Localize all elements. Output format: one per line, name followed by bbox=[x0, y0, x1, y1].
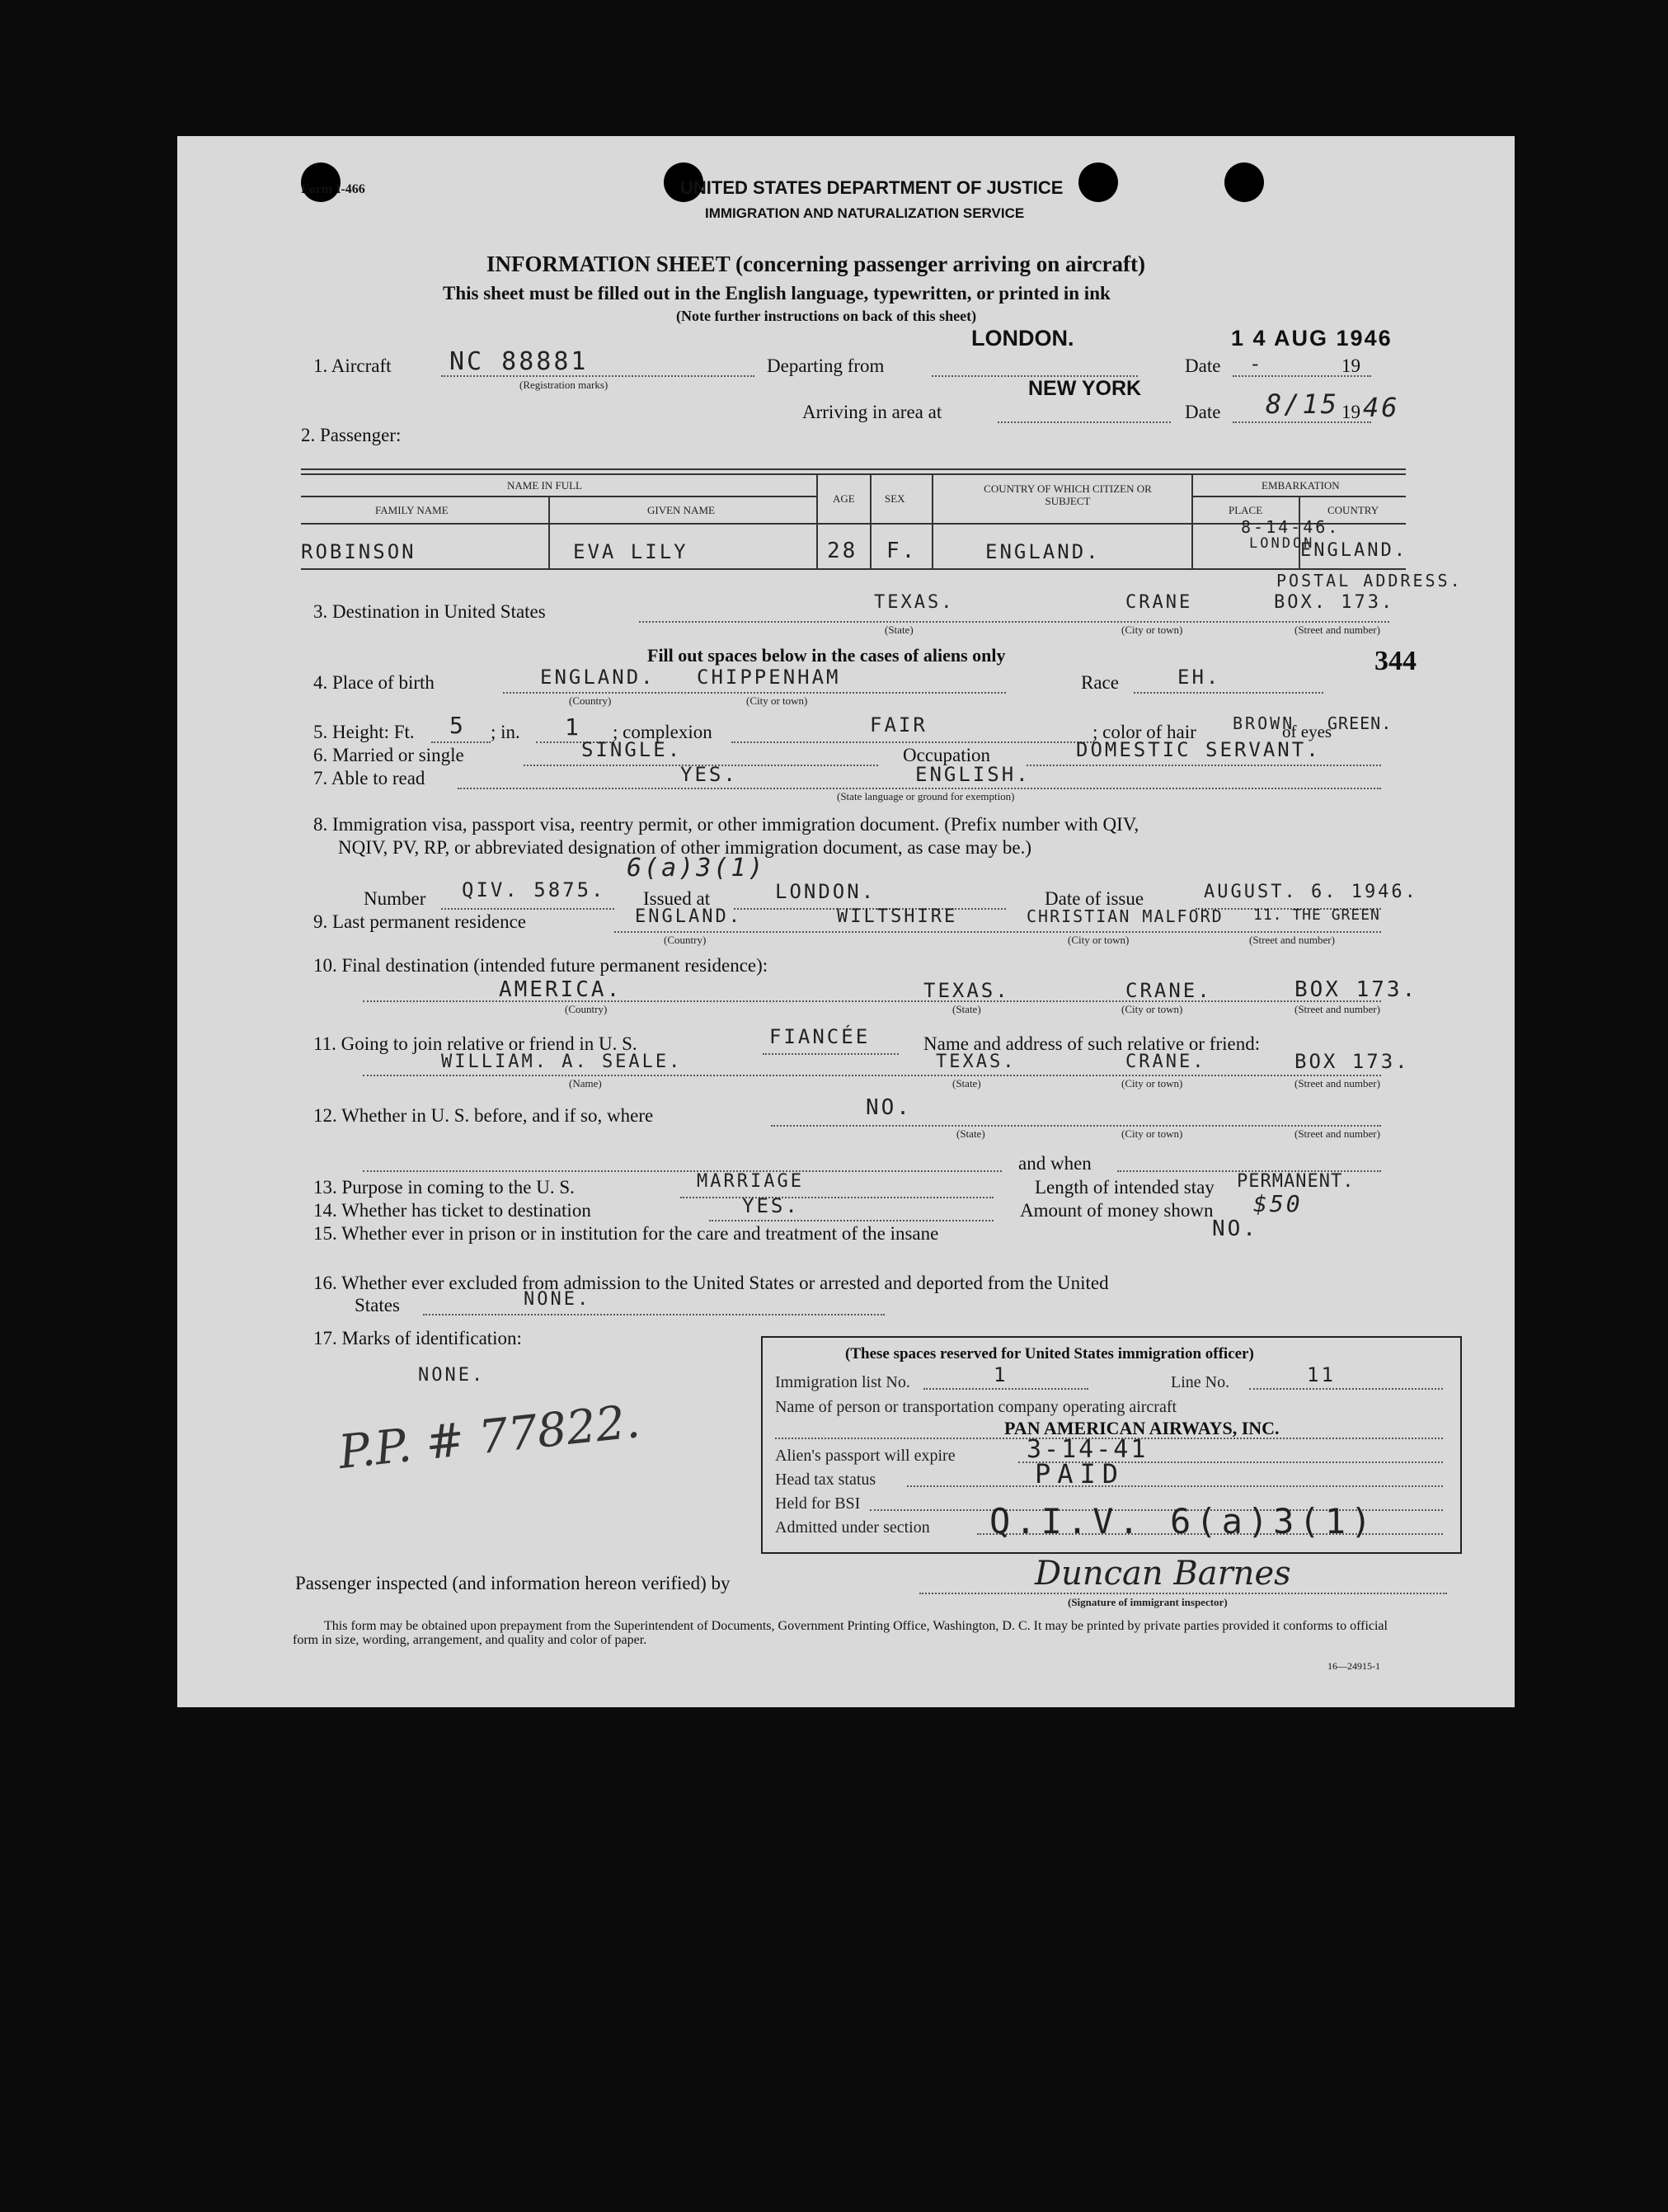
read-value: YES. bbox=[680, 763, 738, 786]
city-caption: (City or town) bbox=[1121, 1003, 1183, 1015]
friend-state-value: TEXAS. bbox=[936, 1052, 1017, 1072]
ticket-value: YES. bbox=[742, 1194, 800, 1217]
street-caption: (Street and number) bbox=[1294, 624, 1380, 636]
excluded-label: 16. Whether ever excluded from admission to the United States or arrested and deported from the United bbox=[313, 1273, 1109, 1293]
country-caption: (Country) bbox=[664, 934, 707, 946]
final-destination-label: 10. Final destination (intended future permanent residence): bbox=[313, 955, 768, 976]
age-header: AGE bbox=[833, 492, 855, 505]
visa-label: 8. Immigration visa, passport visa, reentry permit, or other immigration document. (Prefix number with QIV, bbox=[313, 814, 1139, 835]
operator-value: PAN AMERICAN AIRWAYS, INC. bbox=[1004, 1418, 1280, 1438]
issued-at-label: Issued at bbox=[643, 888, 711, 909]
subtitle: This sheet must be filled out in the English language, typewritten, or printed in ink bbox=[443, 283, 1111, 304]
operator-label: Name of person or transportation company operating aircraft bbox=[775, 1398, 1177, 1416]
name-caption: (Name) bbox=[569, 1077, 602, 1090]
eyes-value: GREEN. bbox=[1327, 713, 1393, 733]
friend-line bbox=[363, 1075, 1381, 1076]
departing-value: LONDON. bbox=[971, 326, 1074, 351]
excluded-value: NONE. bbox=[524, 1289, 591, 1310]
before-value: NO. bbox=[866, 1095, 912, 1120]
birth-city-value: CHIPPENHAM bbox=[697, 666, 841, 689]
purpose-line bbox=[680, 1197, 994, 1198]
country-caption: (Country) bbox=[569, 694, 612, 707]
punch-hole bbox=[1078, 162, 1118, 202]
registration-caption: (Registration marks) bbox=[519, 379, 608, 391]
officer-box-heading: (These spaces reserved for United States immigration officer) bbox=[845, 1345, 1254, 1362]
final-city-value: CRANE. bbox=[1125, 979, 1212, 1002]
birth-country-value: ENGLAND. bbox=[540, 666, 655, 689]
residence-city-value: CHRISTIAN MALFORD bbox=[1027, 906, 1224, 926]
issue-date-label: Date of issue bbox=[1045, 888, 1144, 909]
place-header: PLACE bbox=[1229, 504, 1263, 516]
eyes-label: of eyes bbox=[1282, 722, 1332, 741]
city-caption: (City or town) bbox=[1121, 1127, 1183, 1140]
table-bottom-rule bbox=[301, 568, 1406, 570]
name-address-label: Name and address of such relative or friend: bbox=[923, 1033, 1261, 1054]
form-number: Form I-466 bbox=[301, 182, 365, 196]
inches-label: ; in. bbox=[491, 722, 520, 742]
read-line bbox=[458, 788, 1381, 789]
aircraft-value: NC 88881 bbox=[449, 347, 589, 376]
line-no-line bbox=[1249, 1388, 1443, 1390]
dest-city-value: CRANE bbox=[1125, 592, 1193, 613]
occupation-line bbox=[1027, 765, 1381, 766]
destination-line bbox=[639, 621, 1389, 623]
arrive-date-value: 8/15 bbox=[1266, 388, 1340, 420]
money-label: Amount of money shown bbox=[1020, 1200, 1214, 1221]
visa-number-line bbox=[441, 908, 614, 910]
line-no-label: Line No. bbox=[1171, 1373, 1230, 1391]
read-caption: (State language or ground for exemption) bbox=[837, 790, 1015, 802]
arrive-date-label: Date bbox=[1185, 402, 1221, 422]
before-line bbox=[771, 1125, 1381, 1127]
issue-date-value: AUGUST. 6. 1946. bbox=[1204, 882, 1418, 902]
table-top-rule-2 bbox=[301, 473, 1406, 475]
sex-header: SEX bbox=[885, 492, 905, 505]
inspector-signature: Duncan Barnes bbox=[1035, 1555, 1291, 1593]
postal-address-note: POSTAL ADDRESS. bbox=[1276, 571, 1463, 591]
height-ft-value: 5 bbox=[449, 712, 466, 739]
before-label: 12. Whether in U. S. before, and if so, where bbox=[313, 1105, 654, 1126]
col-divider bbox=[1191, 473, 1193, 568]
occupation-value: DOMESTIC SERVANT. bbox=[1076, 738, 1321, 761]
residence-street-value: 11. THE GREEN bbox=[1253, 906, 1380, 924]
state-caption: (State) bbox=[956, 1127, 985, 1140]
admitted-value: Q.I.V. 6(a)3(1) bbox=[989, 1501, 1377, 1541]
read-label: 7. Able to read bbox=[313, 768, 425, 788]
final-state-value: TEXAS. bbox=[923, 979, 1010, 1002]
final-country-value: AMERICA. bbox=[499, 977, 623, 1002]
embark-place-value: LONDON bbox=[1249, 535, 1315, 552]
embark-country-value: ENGLAND. bbox=[1300, 540, 1407, 561]
service: IMMIGRATION AND NATURALIZATION SERVICE bbox=[705, 205, 1025, 221]
admitted-label: Admitted under section bbox=[775, 1518, 930, 1537]
race-label: Race bbox=[1081, 672, 1119, 693]
page-title: INFORMATION SHEET (concerning passenger arriving on aircraft) bbox=[486, 252, 1145, 276]
race-value: EH. bbox=[1177, 666, 1221, 689]
family-name-value: ROBINSON bbox=[301, 540, 416, 563]
sheet-number: 344 bbox=[1374, 646, 1417, 676]
table-top-rule bbox=[301, 468, 1406, 470]
marks-value: NONE. bbox=[418, 1365, 486, 1386]
country-caption: (Country) bbox=[565, 1003, 608, 1015]
street-caption: (Street and number) bbox=[1294, 1003, 1380, 1015]
birth-label: 4. Place of birth bbox=[313, 672, 435, 693]
footer-text: This form may be obtained upon prepayment from the Superintendent of Documents, Government Printing Office, Washington, D. C. It may be printed by private parties provided it conforms to official form in size, wording, arrangement, and quality and color of paper. bbox=[293, 1619, 1388, 1647]
list-no-value: 1 bbox=[994, 1363, 1008, 1386]
residence-label: 9. Last permanent residence bbox=[313, 911, 526, 932]
department: UNITED STATES DEPARTMENT OF JUSTICE bbox=[680, 177, 1064, 198]
col-divider bbox=[816, 473, 818, 568]
city-caption: (City or town) bbox=[1068, 934, 1130, 946]
embarkation-header: EMBARKATION bbox=[1262, 479, 1340, 492]
table-header-bottom bbox=[301, 523, 1406, 525]
hair-value: BROWN bbox=[1233, 713, 1295, 733]
note: (Note further instructions on back of this sheet) bbox=[676, 308, 977, 324]
final-street-value: BOX 173. bbox=[1294, 977, 1418, 1002]
depart-date-value: - bbox=[1249, 352, 1264, 375]
ticket-line bbox=[709, 1220, 994, 1221]
prison-value: NO. bbox=[1212, 1217, 1258, 1241]
state-caption: (State) bbox=[952, 1077, 981, 1090]
family-name-header: FAMILY NAME bbox=[375, 504, 449, 516]
visa-number-value: QIV. 5875. bbox=[462, 878, 606, 901]
join-value: FIANCÉE bbox=[769, 1025, 871, 1048]
issued-at-value: LONDON. bbox=[775, 880, 876, 903]
inspected-label: Passenger inspected (and information hereon verified) by bbox=[295, 1573, 731, 1593]
street-caption: (Street and number) bbox=[1294, 1077, 1380, 1090]
friend-city-value: CRANE. bbox=[1125, 1052, 1206, 1072]
height-in-value: 1 bbox=[565, 713, 581, 741]
arrive-year-prefix: 19 bbox=[1341, 402, 1360, 422]
arrive-year-value: 46 bbox=[1363, 392, 1400, 423]
name-in-full-header: NAME IN FULL bbox=[507, 479, 582, 492]
complexion-line bbox=[731, 741, 1094, 743]
signature-caption: (Signature of immigrant inspector) bbox=[1068, 1596, 1228, 1608]
col-divider bbox=[548, 496, 550, 568]
city-caption: (City or town) bbox=[746, 694, 808, 707]
name-header-rule bbox=[301, 496, 816, 497]
dest-street-value: BOX. 173. bbox=[1274, 592, 1395, 613]
head-tax-line bbox=[907, 1485, 1443, 1487]
arriving-line bbox=[998, 421, 1171, 423]
col-divider bbox=[932, 473, 933, 568]
footer-code: 16—24915-1 bbox=[1327, 1660, 1380, 1672]
residence-country-value: ENGLAND. bbox=[635, 906, 742, 927]
form-sheet bbox=[177, 136, 1515, 1707]
line-no-value: 11 bbox=[1307, 1363, 1336, 1386]
street-caption: (Street and number) bbox=[1249, 934, 1335, 946]
married-label: 6. Married or single bbox=[313, 745, 464, 765]
friend-street-value: BOX 173. bbox=[1294, 1050, 1410, 1073]
height-ft-line bbox=[431, 741, 491, 743]
before-line-2 bbox=[363, 1170, 1002, 1172]
city-caption: (City or town) bbox=[1121, 1077, 1183, 1090]
ticket-label: 14. Whether has ticket to destination bbox=[313, 1200, 591, 1221]
given-name-header: GIVEN NAME bbox=[647, 504, 715, 516]
visa-section-value: 6(a)3(1) bbox=[627, 854, 766, 882]
departing-label: Departing from bbox=[767, 355, 885, 376]
residence-state-value: WILTSHIRE bbox=[837, 906, 958, 927]
hair-label: ; color of hair bbox=[1092, 722, 1196, 742]
bsi-label: Held for BSI bbox=[775, 1494, 861, 1513]
sex-value: F. bbox=[886, 539, 918, 563]
state-caption: (State) bbox=[885, 624, 914, 636]
residence-line bbox=[614, 931, 1381, 933]
married-value: SINGLE. bbox=[581, 738, 683, 761]
arriving-label: Arriving in area at bbox=[802, 402, 942, 422]
visa-number-label: Number bbox=[364, 888, 426, 909]
head-tax-label: Head tax status bbox=[775, 1471, 876, 1489]
and-when-label: and when bbox=[1018, 1153, 1092, 1174]
height-label: 5. Height: Ft. bbox=[313, 722, 415, 742]
destination-label: 3. Destination in United States bbox=[313, 601, 546, 622]
prison-label: 15. Whether ever in prison or in institution for the care and treatment of the insane bbox=[313, 1223, 939, 1244]
given-name-value: EVA LILY bbox=[573, 540, 688, 563]
city-caption: (City or town) bbox=[1121, 624, 1183, 636]
dest-state-value: TEXAS. bbox=[874, 592, 955, 613]
complexion-value: FAIR bbox=[870, 713, 928, 737]
country-header: COUNTRY bbox=[1327, 504, 1379, 516]
race-line bbox=[1134, 692, 1323, 694]
occupation-label: Occupation bbox=[903, 745, 991, 765]
expire-label: Alien's passport will expire bbox=[775, 1447, 956, 1465]
inspector-signature-line bbox=[919, 1593, 1447, 1594]
list-no-label: Immigration list No. bbox=[775, 1373, 910, 1391]
birth-line bbox=[503, 692, 1006, 694]
punch-hole bbox=[1224, 162, 1264, 202]
arriving-value: NEW YORK bbox=[1028, 377, 1142, 400]
aliens-only-heading: Fill out spaces below in the cases of aliens only bbox=[647, 645, 1006, 666]
visa-label-2: NQIV, PV, RP, or abbreviated designation of other immigration document, as case may be.) bbox=[338, 837, 1032, 858]
marks-label: 17. Marks of identification: bbox=[313, 1328, 522, 1348]
friend-name-value: WILLIAM. A. SEALE. bbox=[441, 1052, 683, 1072]
list-no-line bbox=[923, 1388, 1088, 1390]
col-divider bbox=[870, 473, 872, 568]
citizen-value: ENGLAND. bbox=[985, 540, 1101, 563]
money-value: $50 bbox=[1253, 1190, 1303, 1217]
stay-value: PERMANENT. bbox=[1237, 1171, 1355, 1192]
complexion-label: ; complexion bbox=[613, 722, 712, 742]
purpose-label: 13. Purpose in coming to the U. S. bbox=[313, 1177, 575, 1198]
excluded-line bbox=[423, 1314, 885, 1315]
depart-year-prefix: 19 bbox=[1341, 355, 1360, 376]
expire-value: 3-14-41 bbox=[1027, 1435, 1149, 1464]
join-label: 11. Going to join relative or friend in U. S. bbox=[313, 1033, 637, 1054]
purpose-value: MARRIAGE bbox=[697, 1171, 804, 1192]
join-line bbox=[763, 1053, 899, 1055]
excluded-label-2: States bbox=[355, 1295, 400, 1315]
embark-date-value: 8-14-46. bbox=[1241, 517, 1341, 537]
passenger-label: 2. Passenger: bbox=[301, 425, 402, 445]
depart-date-stamp: 1 4 AUG 1946 bbox=[1231, 326, 1393, 351]
citizen-header: COUNTRY OF WHICH CITIZEN OR SUBJECT bbox=[984, 482, 1152, 507]
state-caption: (State) bbox=[952, 1003, 981, 1015]
read-language-value: ENGLISH. bbox=[915, 763, 1031, 786]
depart-date-label: Date bbox=[1185, 355, 1221, 376]
age-value: 28 bbox=[827, 539, 858, 563]
passport-number-handwritten: P.P. # 77822. bbox=[336, 1395, 643, 1480]
aircraft-label: 1. Aircraft bbox=[313, 355, 392, 376]
head-tax-value: PAID bbox=[1035, 1458, 1125, 1490]
street-caption: (Street and number) bbox=[1294, 1127, 1380, 1140]
stay-label: Length of intended stay bbox=[1035, 1177, 1215, 1198]
